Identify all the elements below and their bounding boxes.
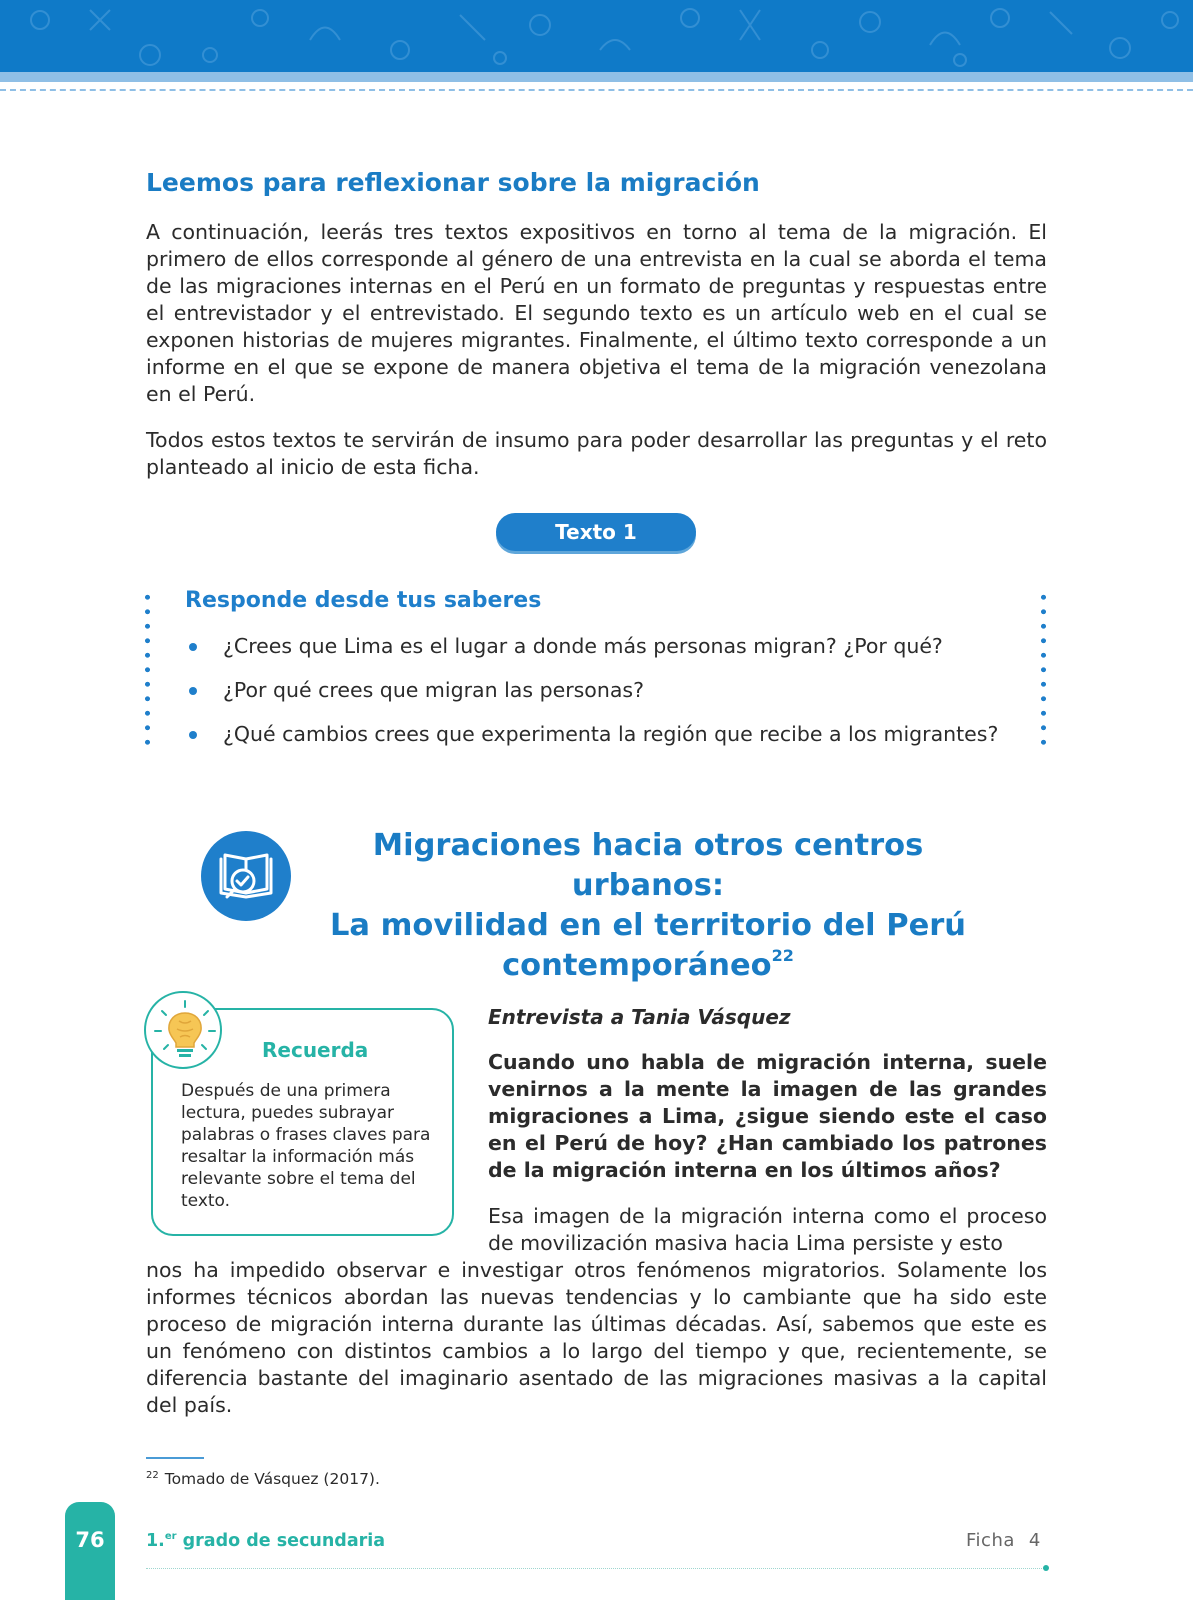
article-title-line-3: contemporáneo [502, 948, 772, 983]
recuerda-text: Después de una primera lectura, puedes subrayar palabras o frases claves para resaltar la información más relevante sobre el tema del texto. [181, 1081, 431, 1211]
header-dashed-line [0, 89, 1193, 91]
footnote [146, 1470, 380, 1488]
footer-dot [1043, 1565, 1049, 1571]
interview-question: Cuando uno habla de migración interna, suele venirnos a la mente la imagen de las grandes migraciones a Lima, ¿sigue siendo este el caso en el Perú de hoy? ¿Han cambiado los patrones de la migración interna en los últimos años? [488, 1050, 1047, 1182]
question-text: ¿Qué cambios crees que experimenta la región que recibe a los migrantes? [223, 722, 999, 746]
ficha-text: Ficha [966, 1530, 1015, 1551]
dotted-border-right [1041, 590, 1046, 750]
intro-paragraph: A continuación, leerás tres textos expositivos en torno al tema de la migración. El primero de ellos corresponde al género de una entrevista en la cual se aborda el tema de las migraciones internas en el Perú en un formato de preguntas y respuestas entre el entrevistador y el entrevistado. El segundo texto es un artículo web en el cual se exponen historias de mujeres migrantes. Finalmente, el último texto corresponde a un informe en el que se expone de manera objetiva el tema de la migración venezolana en el Perú. [146, 220, 1047, 406]
ficha-number: 4 [1028, 1530, 1041, 1551]
list-item [185, 720, 998, 764]
text-label-pill: Texto 1 [496, 513, 696, 551]
ficha-label [966, 1530, 1041, 1551]
section-title: Leemos para reflexionar sobre la migración [146, 168, 760, 197]
grade-superscript: er [164, 1531, 177, 1542]
bullet-icon [189, 687, 197, 695]
list-item [185, 632, 998, 676]
doodle-pattern [0, 0, 1193, 72]
header-banner [0, 0, 1193, 72]
footnote-number: 22 [146, 1470, 159, 1481]
lightbulb-brain-icon [144, 991, 222, 1069]
footer-dotted-line [146, 1568, 1046, 1569]
intro-paragraph-2: Todos estos textos te servirán de insumo para poder desarrollar las preguntas y el reto planteado al inicio de esta ficha. [146, 428, 1047, 479]
recuerda-title: Recuerda [262, 1038, 369, 1062]
article-title-line-1: Migraciones hacia otros centros urbanos: [372, 828, 924, 903]
footnote-divider [146, 1457, 204, 1459]
responde-title: Responde desde tus saberes [185, 588, 542, 613]
book-search-icon [201, 831, 291, 921]
article-title [300, 826, 996, 986]
interview-heading: Entrevista a Tania Vásquez [488, 1005, 791, 1029]
question-text: ¿Por qué crees que migran las personas? [223, 678, 644, 702]
bullet-icon [189, 643, 197, 651]
footnote-ref: 22 [771, 946, 794, 965]
article-title-line-2: La movilidad en el territorio del Perú [329, 908, 967, 943]
page-number: 76 [75, 1528, 105, 1552]
grade-suffix: grado de secundaria [176, 1531, 386, 1551]
dotted-border-left [145, 590, 150, 750]
interview-answer-part-2: nos ha impedido observar e investigar otros fenómenos migratorios. Solamente los informes técnicos abordan las nuevas tendencias y lo cambiante que ha sido este proceso de migración interna durante las últimas décadas. Así, sabemos que este es un fenómeno con distintos cambios a lo largo del tiempo y que, recientemente, se diferencia bastante del imaginario asentado de las migraciones masivas a la capital del país. [146, 1258, 1047, 1417]
question-list [185, 632, 998, 764]
list-item [185, 676, 998, 720]
grade-label [146, 1531, 385, 1551]
bullet-icon [189, 731, 197, 739]
grade-prefix: 1. [146, 1531, 165, 1551]
interview-answer-part-1: Esa imagen de la migración interna como el proceso de movilización masiva hacia Lima persiste y esto [488, 1204, 1047, 1255]
footnote-text: Tomado de Vásquez (2017). [164, 1470, 380, 1488]
question-text: ¿Crees que Lima es el lugar a donde más personas migran? ¿Por qué? [223, 634, 943, 658]
header-stripe [0, 72, 1193, 82]
